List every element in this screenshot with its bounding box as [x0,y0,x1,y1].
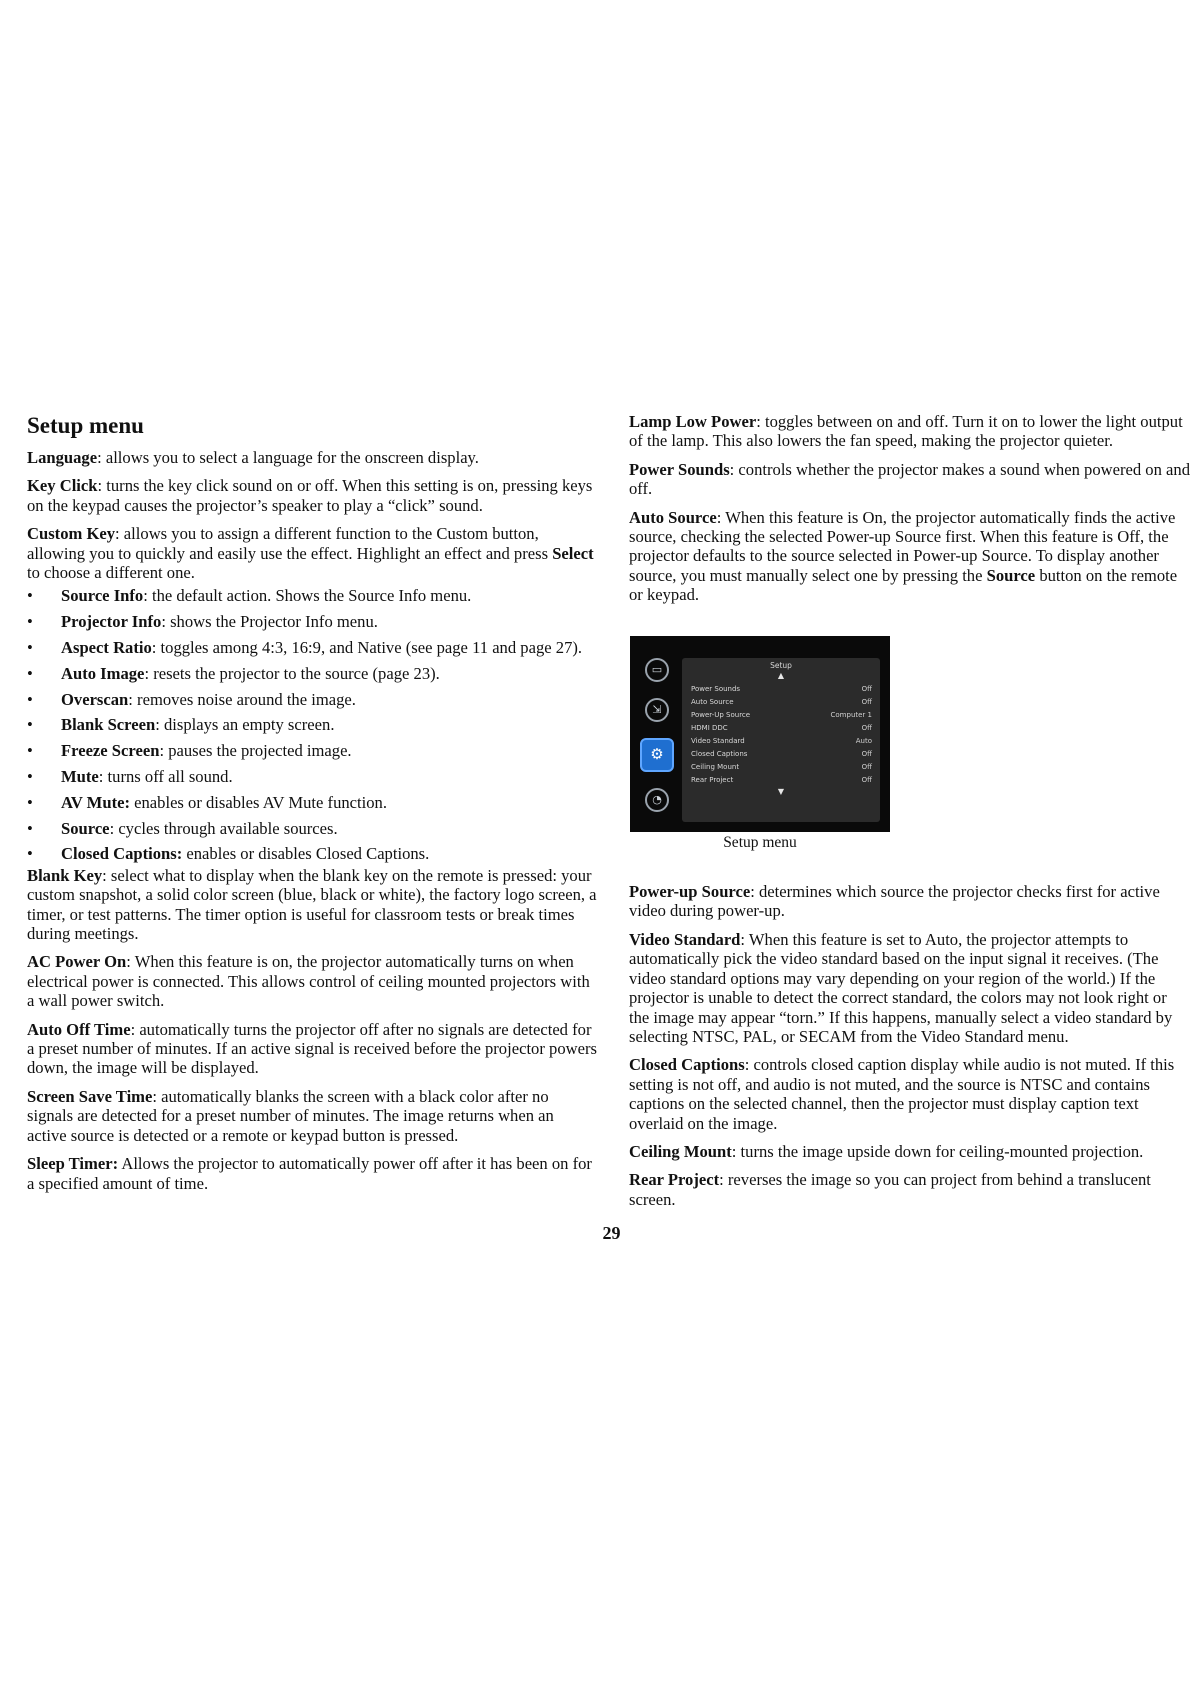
term-ceiling-mount: Ceiling Mount [629,1141,732,1161]
paragraph-auto-source: Auto Source: When this feature is On, the projector automatically finds the active source, checking the selected Power-up Source first. When this feature is Off, the projector defaults to the source selected in Power-up Source. To display another source, you must manually select one by pressing the Source button on the remote or keypad. [629,507,1178,605]
osd-row: HDMI DDC Off [691,723,872,732]
osd-icon-bar [642,658,672,828]
paragraph-lamp-low-power: Lamp Low Power: toggles between on and off. Turn it on to lower the light output of the lamp. This also lowers the fan speed, making the projector quieter. [629,412,1183,451]
osd-rows [682,681,880,787]
list-item: • Aspect Ratio: toggles among 4:3, 16:9, and Native (see page 11 and page 27). [27,638,583,658]
list-item: • Closed Captions: enables or disables Closed Captions. [27,844,430,864]
term-language: Language [27,448,98,467]
term-auto-off-time: Auto Off Time [27,1019,131,1039]
list-item: • Freeze Screen: pauses the projected image. [27,741,352,761]
list-item: • AV Mute: enables or disables AV Mute function. [27,792,387,812]
osd-row: Power-Up Source Computer 1 [691,710,872,719]
left-column [27,412,597,1202]
bullet-icon: • [27,767,33,787]
bullet-icon: • [27,818,33,838]
term-key-click: Key Click [27,476,98,496]
paragraph-auto-off-time: Auto Off Time: automatically turns the projector off after no signals are detected for a preset number of minutes. If an active signal is received before the projector powers down, the image will be displayed. [27,1019,597,1078]
scroll-up-icon: ▲ [777,670,785,680]
term-power-sounds: Power Sounds [629,459,730,479]
osd-row: Auto Source Off [691,697,872,706]
paragraph-video-standard: Video Standard: When this feature is set to Auto, the projector attempts to automatically pick the video standard based on the input signal it receives. (The video standard options may vary depending on your region of the world.) If the projector is unable to detect the correct standard, the colors may not look right or the image may appear “torn.” If this happens, manually select a video standard by selecting NTSC, PAL, or SECAM from the Video Standard menu. [629,929,1173,1046]
osd-row: Rear Project Off [691,775,872,784]
paragraph-key-click: Key Click: turns the key click sound on or off. When this setting is on, pressing keys on the keypad causes the projector’s speaker to play a “click” sound. [27,476,593,515]
term-auto-source: Auto Source [629,507,717,527]
list-item: • Source: cycles through available sources. [27,818,338,838]
setup-menu-screenshot [630,636,890,832]
list-item: • Source Info: the default action. Shows the Source Info menu. [27,586,472,606]
status-info-icon: ◔ [645,788,669,812]
paragraph-sleep-timer: Sleep Timer: Allows the projector to automatically power off after it has been on for a specified amount of time. [27,1154,592,1193]
paragraph-custom-key: Custom Key: allows you to assign a different function to the Custom button, allowing you to quickly and easily use the effect. Highlight an effect and press Select to choose a different one. [27,524,594,583]
term-power-up-source: Power-up Source [629,882,751,902]
right-column [629,412,1191,1218]
section-title: Setup menu [27,413,144,438]
term-rear-project: Rear Project [629,1170,720,1190]
paragraph-language: Language: allows you to select a language for the onscreen display. [27,448,479,467]
paragraph-closed-captions: Closed Captions: controls closed caption display while audio is not muted. If this setting is not off, and audio is not muted, and the source is NTSC and contains captions on the selected channel, then the projector must display caption text overlaid on the image. [629,1055,1175,1133]
osd-row: Ceiling Mount Off [691,762,872,771]
term-blank-key: Blank Key [27,865,103,885]
custom-key-options-list [27,586,597,863]
paragraph-blank-key: Blank Key: select what to display when the blank key on the remote is pressed: your custom snapshot, a solid color screen (blue, black or white), the factory logo screen, a timer, or test patterns. The timer option is useful for classroom tests or break times during meetings. [27,865,597,944]
paragraph-screen-save-time: Screen Save Time: automatically blanks the screen with a black color after no signals are detected for a preset number of minutes. The image returns when an active source is detected or a remote or keypad button is pressed. [27,1086,554,1145]
bullet-icon: • [27,586,33,606]
setup-gear-icon: ⚙ [640,738,674,772]
term-video-standard: Video Standard [629,929,741,949]
paragraph-power-up-source: Power-up Source: determines which source the projector checks first for active video during power-up. [629,882,1160,921]
list-item: • Auto Image: resets the projector to the source (page 23). [27,663,440,683]
term-screen-save-time: Screen Save Time [27,1086,153,1106]
paragraph-rear-project: Rear Project: reverses the image so you can project from behind a translucent screen. [629,1170,1151,1209]
osd-setup-panel [682,658,880,822]
setup-menu-figure [630,636,890,852]
term-custom-key: Custom Key [27,524,116,544]
page-number: 29 [602,1223,621,1243]
input-menu-icon: ⇲ [645,698,669,722]
list-item: • Projector Info: shows the Projector Info menu. [27,612,378,632]
picture-menu-icon: ▭ [645,658,669,682]
term-sleep-timer: Sleep Timer: [27,1154,119,1174]
bullet-icon: • [27,792,33,812]
paragraph-ceiling-mount: Ceiling Mount: turns the image upside down for ceiling-mounted projection. [629,1141,1144,1161]
osd-row: Power Sounds Off [691,684,872,693]
scroll-down-icon: ▼ [777,786,785,796]
osd-row: Closed Captions Off [691,749,872,758]
term-closed-captions: Closed Captions [629,1055,745,1075]
bullet-icon: • [27,663,33,683]
figure-caption: Setup menu [723,833,797,851]
bullet-icon: • [27,715,33,735]
bullet-icon: • [27,612,33,632]
bullet-icon: • [27,638,33,658]
paragraph-ac-power-on: AC Power On: When this feature is on, the projector automatically turns on when electrical power is connected. This allows control of ceiling mounted projectors with a wall power switch. [27,952,590,1011]
list-item: • Blank Screen: displays an empty screen. [27,715,335,735]
osd-row: Video Standard Auto [691,736,872,745]
list-item: • Overscan: removes noise around the image. [27,689,356,709]
term-lamp-low-power: Lamp Low Power [629,412,757,431]
bullet-icon: • [27,741,33,761]
bullet-icon: • [27,844,33,864]
paragraph-power-sounds: Power Sounds: controls whether the projector makes a sound when powered on and off. [629,459,1191,499]
term-ac-power-on: AC Power On [27,952,127,972]
osd-panel-title: Setup [770,660,792,670]
bullet-icon: • [27,689,33,709]
list-item: • Mute: turns off all sound. [27,767,233,787]
